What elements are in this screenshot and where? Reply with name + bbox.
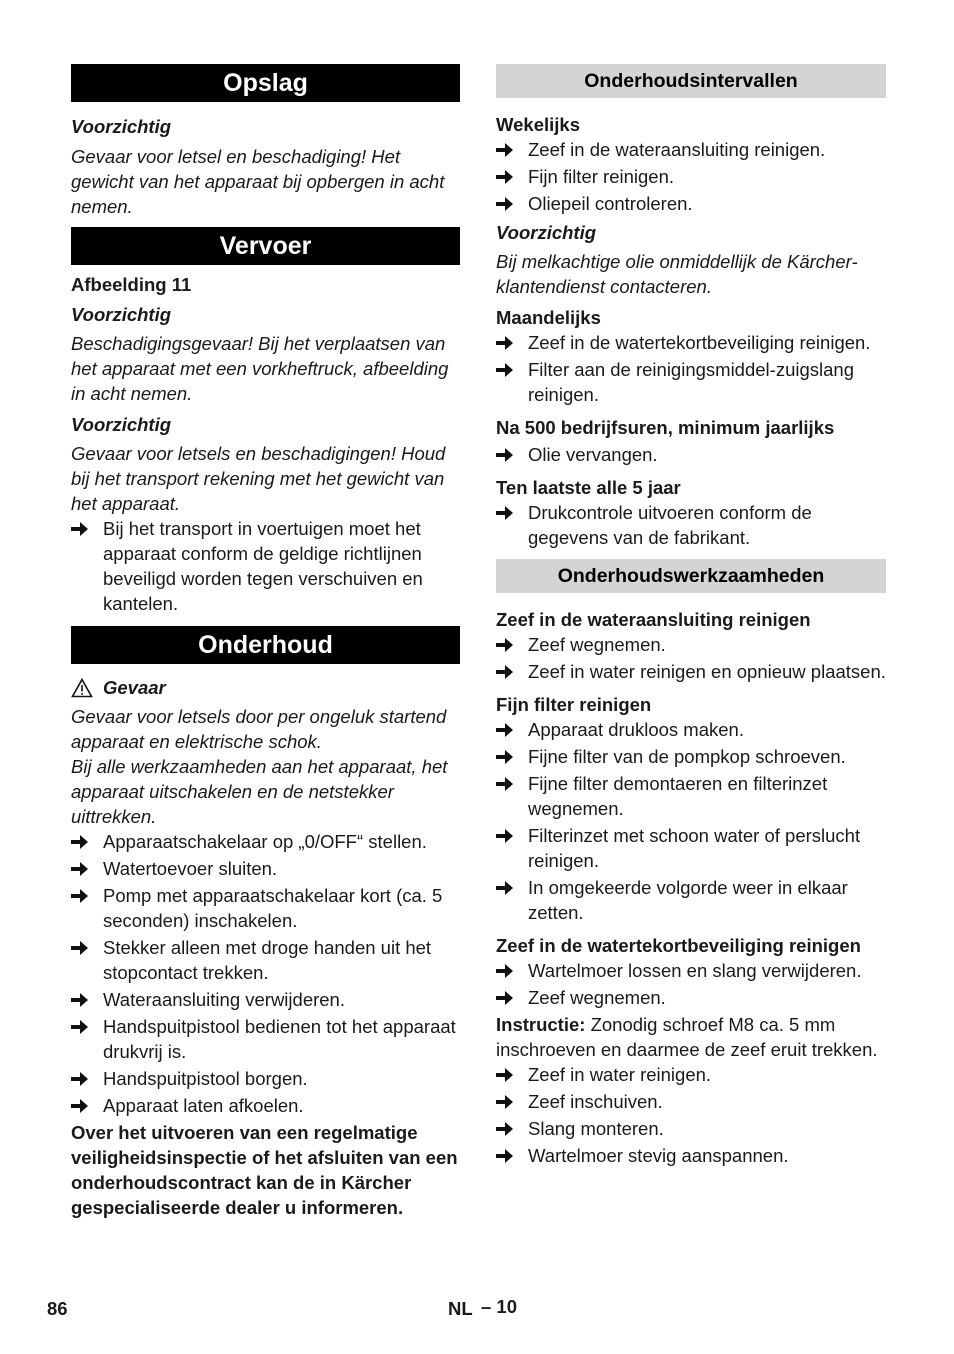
language-code: NL (448, 1298, 473, 1319)
danger-text: Gevaar voor letsels door per ongeluk startend apparaat en elektrische schok. (71, 706, 447, 752)
subheading-fine-filter: Fijn filter reinigen (496, 694, 652, 715)
right-arrow-icon (71, 516, 103, 541)
list-item: Wartelmoer lossen en slang verwijderen. (496, 958, 886, 983)
right-arrow-icon (496, 1116, 528, 1141)
list-item: Zeef wegnemen. (496, 985, 886, 1010)
list-item: Watertoevoer sluiten. (71, 856, 460, 881)
subheading-sieve: Zeef in de wateraansluiting reinigen (496, 609, 811, 630)
list-item: Zeef in de watertekortbeveiliging reinigen. (496, 330, 886, 355)
section-heading-vervoer: Vervoer (71, 227, 460, 265)
right-arrow-icon (496, 744, 528, 769)
subheading-weekly: Wekelijks (496, 114, 580, 135)
right-arrow-icon (496, 985, 528, 1010)
instruction-text: Zonodig schroef M8 ca. 5 mm inschroeven en daarmee de zeef eruit trekken. (496, 1014, 878, 1060)
list-item: In omgekeerde volgorde weer in elkaar zetten. (496, 875, 886, 925)
right-arrow-icon (496, 1062, 528, 1087)
right-arrow-icon (496, 442, 528, 467)
list-item: Filter aan de reinigingsmiddel-zuigslang reinigen. (496, 357, 886, 407)
caution-label: Voorzichtig (71, 304, 172, 325)
section-heading-work: Onderhoudswerkzaamheden (496, 559, 886, 593)
right-arrow-icon (71, 1066, 103, 1091)
caution-label: Voorzichtig (71, 414, 172, 435)
list-item: Apparaatschakelaar op „0/OFF“ stellen. (71, 829, 460, 854)
right-arrow-icon (496, 875, 528, 900)
list-item: Filterinzet met schoon water of perslucht reinigen. (496, 823, 886, 873)
list-item: Fijne filter demontaeren en filterinzet wegnemen. (496, 771, 886, 821)
right-arrow-icon (496, 500, 528, 525)
right-column (496, 64, 886, 1168)
right-arrow-icon (496, 191, 528, 216)
list-item: Zeef in de wateraansluiting reinigen. (496, 137, 886, 162)
caution-text: Beschadigingsgevaar! Bij het verplaatsen van het apparaat met een vorkheftruck, afbeelding in acht nemen. (71, 333, 449, 404)
danger-label: Gevaar (103, 677, 166, 698)
right-arrow-icon (71, 987, 103, 1012)
right-arrow-icon (496, 771, 528, 796)
section-heading-onderhoud: Onderhoud (71, 626, 460, 664)
list-item: Zeef in water reinigen. (496, 1062, 886, 1087)
list-item: Fijn filter reinigen. (496, 164, 886, 189)
caution-text: Gevaar voor letsel en beschadiging! Het gewicht van het apparaat bij opbergen in acht nemen. (71, 146, 445, 217)
right-arrow-icon (71, 883, 103, 908)
right-arrow-icon (71, 935, 103, 960)
list-item: Slang monteren. (496, 1116, 886, 1141)
right-arrow-icon (71, 856, 103, 881)
right-arrow-icon (496, 137, 528, 162)
list-item: Pomp met apparaatschakelaar kort (ca. 5 seconden) inschakelen. (71, 883, 460, 933)
subheading-5-years: Ten laatste alle 5 jaar (496, 477, 681, 498)
right-arrow-icon (496, 1143, 528, 1168)
closing-note: Over het uitvoeren van een regelmatige veiligheidsinspectie of het afsluiten van een onderhoudscontract kan de in Kärcher gespecialiseerde dealer u informeren. (71, 1122, 458, 1218)
list-item: Wartelmoer stevig aanspannen. (496, 1143, 886, 1168)
subheading-500-hours: Na 500 bedrijfsuren, minimum jaarlijks (496, 417, 835, 438)
right-arrow-icon (496, 958, 528, 983)
section-heading-intervals: Onderhoudsintervallen (496, 64, 886, 98)
section-page-number: – 10 (481, 1296, 518, 1317)
right-arrow-icon (496, 632, 528, 657)
caution-label: Voorzichtig (496, 222, 597, 243)
list-item: Handspuitpistool bedienen tot het apparaat drukvrij is. (71, 1014, 460, 1064)
danger-text: Bij alle werkzaamheden aan het apparaat, het apparaat uitschakelen en de netstekker uittrekken. (71, 756, 448, 827)
section-heading-opslag: Opslag (71, 64, 460, 102)
danger-heading (71, 675, 460, 700)
caution-text: Bij melkachtige olie onmiddellijk de Kärcher-klantendienst contacteren. (496, 251, 858, 297)
instruction-note (496, 1012, 886, 1062)
right-arrow-icon (71, 829, 103, 854)
page-number: 86 (47, 1298, 68, 1319)
list-item: Zeef wegnemen. (496, 632, 886, 657)
right-arrow-icon (496, 357, 528, 382)
list-item: Handspuitpistool borgen. (71, 1066, 460, 1091)
list-item: Bij het transport in voertuigen moet het apparaat conform de geldige richtlijnen beveiligd worden tegen verschuiven en kantelen. (71, 516, 460, 616)
list-item: Apparaat laten afkoelen. (71, 1093, 460, 1118)
right-arrow-icon (496, 330, 528, 355)
figure-reference: Afbeelding 11 (71, 274, 192, 295)
subheading-shortage-sieve: Zeef in de watertekortbeveiliging reinigen (496, 935, 861, 956)
list-item: Wateraansluiting verwijderen. (71, 987, 460, 1012)
list-item: Fijne filter van de pompkop schroeven. (496, 744, 886, 769)
right-arrow-icon (71, 1014, 103, 1039)
right-arrow-icon (71, 1093, 103, 1118)
list-item: Apparaat drukloos maken. (496, 717, 886, 742)
right-arrow-icon (496, 823, 528, 848)
list-item: Oliepeil controleren. (496, 191, 886, 216)
caution-label: Voorzichtig (71, 116, 172, 137)
list-item: Olie vervangen. (496, 442, 886, 467)
list-item: Stekker alleen met droge handen uit het stopcontact trekken. (71, 935, 460, 985)
instruction-label: Instructie: (496, 1014, 586, 1035)
subheading-monthly: Maandelijks (496, 307, 601, 328)
list-item: Zeef inschuiven. (496, 1089, 886, 1114)
right-arrow-icon (496, 1089, 528, 1114)
left-column (71, 64, 460, 1220)
right-arrow-icon (496, 717, 528, 742)
caution-text: Gevaar voor letsels en beschadigingen! Houd bij het transport rekening met het gewicht van het apparaat. (71, 443, 446, 514)
right-arrow-icon (496, 659, 528, 684)
list-item: Drukcontrole uitvoeren conform de gegevens van de fabrikant. (496, 500, 886, 550)
list-item: Zeef in water reinigen en opnieuw plaatsen. (496, 659, 886, 684)
warning-triangle-icon (71, 678, 93, 698)
right-arrow-icon (496, 164, 528, 189)
